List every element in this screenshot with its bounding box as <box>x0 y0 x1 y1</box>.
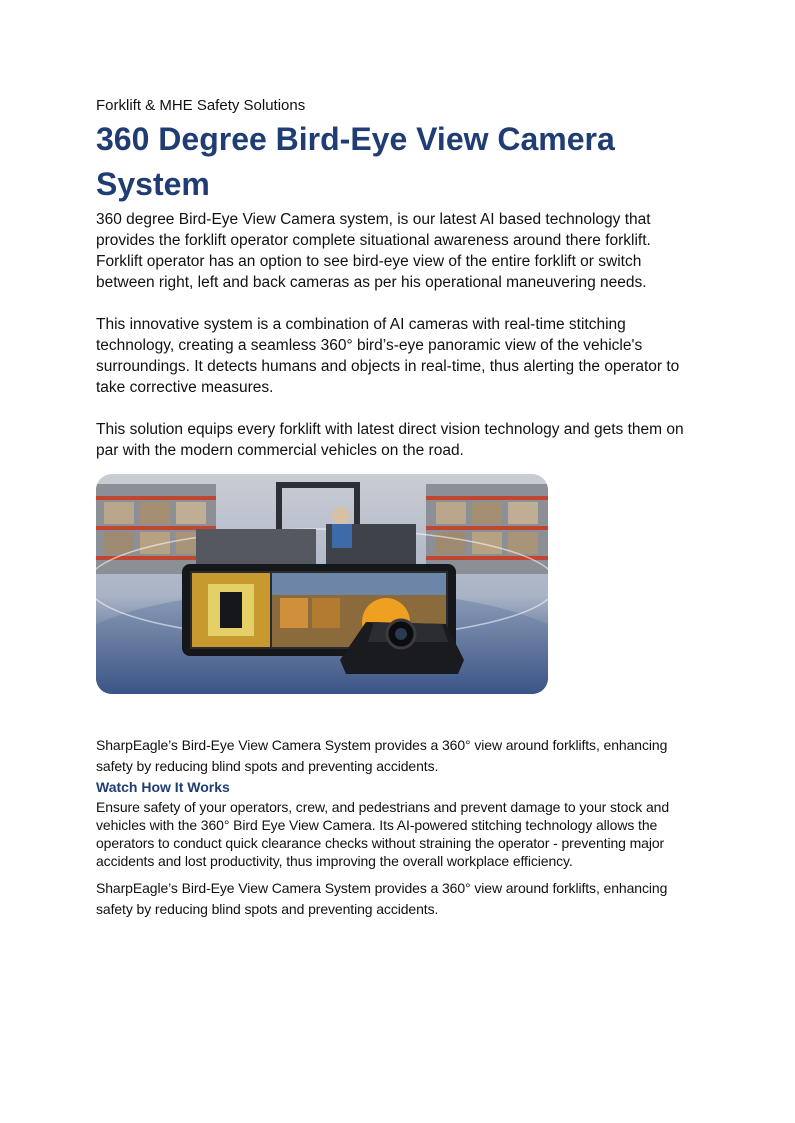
image-caption: SharpEagle’s Bird-Eye View Camera System provides a 360° view around forklifts, enhancing safety by reducing blind spots and preventing accidents. <box>96 737 668 774</box>
intro-section <box>96 209 696 461</box>
watch-heading: Watch How It Works <box>96 779 230 795</box>
intro-paragraph-3: This solution equips every forklift with latest direct vision technology and gets them on par with the modern commercial vehicles on the road. <box>96 421 684 459</box>
intro-paragraph-2: This innovative system is a combination of AI cameras with real-time stitching technology, creating a seamless 360° bird’s-eye panoramic view of the vehicle's surroundings. It detects humans and objects in real-time, thus alerting the operator to take corrective measures. <box>96 316 680 396</box>
category-label: Forklift & MHE Safety Solutions <box>96 97 306 114</box>
hero-image <box>96 474 548 694</box>
warehouse-rack-right <box>426 484 548 574</box>
document-page <box>96 96 696 920</box>
watch-caption: SharpEagle’s Bird-Eye View Camera System provides a 360° view around forklifts, enhancing safety by reducing blind spots and preventing accidents. <box>96 880 668 917</box>
watch-body: Ensure safety of your operators, crew, and pedestrians and prevent damage to your stock and vehicles with the 360° Bird Eye View Camera. Its AI-powered stitching technology allows the operators to conduct quick clearance checks without straining the operator - preventing major accidents and lost productivity, thus improving the overall workplace efficiency. <box>96 799 670 869</box>
page-title: 360 Degree Bird-Eye View Camera System <box>96 121 615 202</box>
intro-paragraph-1: 360 degree Bird-Eye View Camera system, is our latest AI based technology that provides the forklift operator complete situational awareness around there forklift. Forklift operator has an option to see bird-eye view of the entire forklift or switch between right, left and back cameras as per his operational maneuvering needs. <box>96 211 651 291</box>
